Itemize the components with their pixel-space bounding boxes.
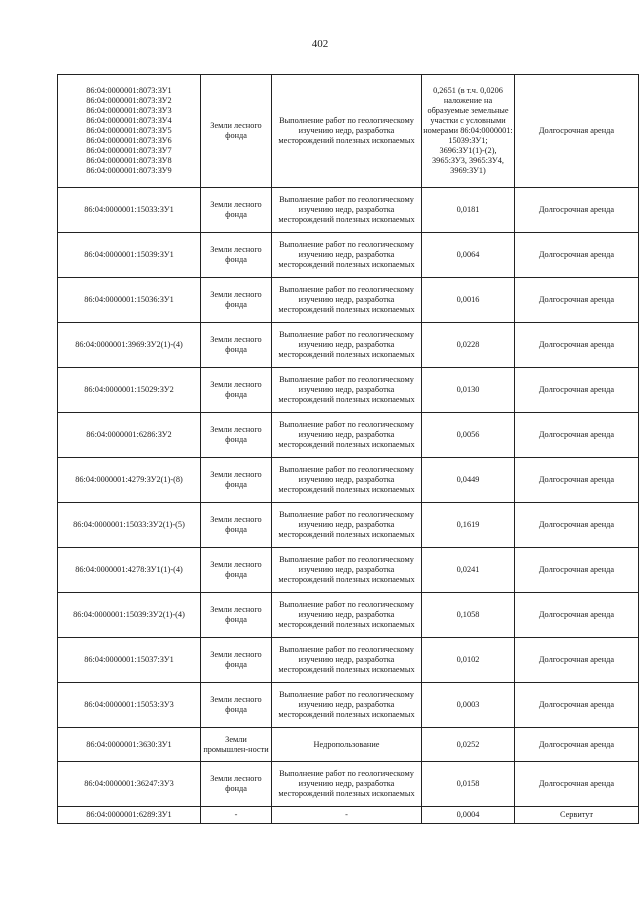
land-category-cell: Земли лесного фонда: [201, 233, 272, 278]
table-row: [58, 728, 639, 762]
right-type-cell: Долгосрочная аренда: [515, 323, 639, 368]
area-cell: 0,0056: [422, 413, 515, 458]
parcel-number-cell: 86:04:0000001:15053:ЗУ3: [58, 683, 201, 728]
right-type-cell: Сервитут: [515, 807, 639, 824]
land-category-cell: -: [201, 807, 272, 824]
parcel-number-cell: 86:04:0000001:15039:ЗУ2(1)-(4): [58, 593, 201, 638]
right-type-cell: Долгосрочная аренда: [515, 503, 639, 548]
area-cell: 0,1058: [422, 593, 515, 638]
land-category-cell: Земли лесного фонда: [201, 503, 272, 548]
page-number: 402: [311, 38, 329, 50]
land-category-cell: Земли лесного фонда: [201, 188, 272, 233]
parcel-number-cell: 86:04:0000001:15039:ЗУ1: [58, 233, 201, 278]
permitted-use-cell: Выполнение работ по геологическому изучению недр, разработка месторождений полезных ископаемых: [272, 548, 422, 593]
table-row: [58, 548, 639, 593]
right-type-cell: Долгосрочная аренда: [515, 762, 639, 807]
parcel-number-cell: 86:04:0000001:4279:ЗУ2(1)-(8): [58, 458, 201, 503]
area-cell: 0,0016: [422, 278, 515, 323]
parcel-number-cell: 86:04:0000001:15029:ЗУ2: [58, 368, 201, 413]
area-cell: 0,0241: [422, 548, 515, 593]
land-category-cell: Земли лесного фонда: [201, 323, 272, 368]
table-row: [58, 413, 639, 458]
land-category-cell: Земли промышлен-ности: [201, 728, 272, 762]
land-category-cell: Земли лесного фонда: [201, 593, 272, 638]
permitted-use-cell: Выполнение работ по геологическому изучению недр, разработка месторождений полезных ископаемых: [272, 413, 422, 458]
right-type-cell: Долгосрочная аренда: [515, 278, 639, 323]
area-cell: 0,0003: [422, 683, 515, 728]
permitted-use-cell: Выполнение работ по геологическому изучению недр, разработка месторождений полезных ископаемых: [272, 638, 422, 683]
table-row: [58, 75, 639, 188]
permitted-use-cell: Выполнение работ по геологическому изучению недр, разработка месторождений полезных ископаемых: [272, 188, 422, 233]
table-row: [58, 278, 639, 323]
right-type-cell: Долгосрочная аренда: [515, 593, 639, 638]
land-category-cell: Земли лесного фонда: [201, 368, 272, 413]
area-cell: 0,0004: [422, 807, 515, 824]
table-row: [58, 368, 639, 413]
table-row: [58, 188, 639, 233]
table-row: [58, 323, 639, 368]
permitted-use-cell: Выполнение работ по геологическому изучению недр, разработка месторождений полезных ископаемых: [272, 762, 422, 807]
land-category-cell: Земли лесного фонда: [201, 413, 272, 458]
land-category-cell: Земли лесного фонда: [201, 638, 272, 683]
parcel-number-cell: 86:04:0000001:6286:ЗУ2: [58, 413, 201, 458]
parcel-number-cell: 86:04:0000001:15036:ЗУ1: [58, 278, 201, 323]
permitted-use-cell: Выполнение работ по геологическому изучению недр, разработка месторождений полезных ископаемых: [272, 75, 422, 188]
area-cell: 0,0252: [422, 728, 515, 762]
table-row: [58, 458, 639, 503]
parcel-number-cell: 86:04:0000001:3630:ЗУ1: [58, 728, 201, 762]
right-type-cell: Долгосрочная аренда: [515, 368, 639, 413]
area-cell: 0,2651 (в т.ч. 0,0206 наложение на образуемые земельные участки с условными номерами 86:04:0000001: 15039:ЗУ1; 3696:ЗУ1(1)-(2), 3965:ЗУ3, 3965:ЗУ4, 3969:ЗУ1): [422, 75, 515, 188]
right-type-cell: Долгосрочная аренда: [515, 188, 639, 233]
table-row: [58, 683, 639, 728]
table-row: [58, 593, 639, 638]
land-category-cell: Земли лесного фонда: [201, 762, 272, 807]
permitted-use-cell: -: [272, 807, 422, 824]
area-cell: 0,0130: [422, 368, 515, 413]
permitted-use-cell: Выполнение работ по геологическому изучению недр, разработка месторождений полезных ископаемых: [272, 323, 422, 368]
right-type-cell: Долгосрочная аренда: [515, 683, 639, 728]
permitted-use-cell: Недропользование: [272, 728, 422, 762]
parcel-number-cell: 86:04:0000001:4278:ЗУ1(1)-(4): [58, 548, 201, 593]
area-cell: 0,1619: [422, 503, 515, 548]
permitted-use-cell: Выполнение работ по геологическому изучению недр, разработка месторождений полезных ископаемых: [272, 503, 422, 548]
area-cell: 0,0158: [422, 762, 515, 807]
parcel-number-cell: 86:04:0000001:6289:ЗУ1: [58, 807, 201, 824]
parcel-number-cell: 86:04:0000001:15033:ЗУ1: [58, 188, 201, 233]
area-cell: 0,0064: [422, 233, 515, 278]
land-parcel-table: [57, 74, 639, 824]
right-type-cell: Долгосрочная аренда: [515, 638, 639, 683]
parcel-number-cell: 86:04:0000001:8073:ЗУ1 86:04:0000001:8073:ЗУ2 86:04:0000001:8073:ЗУ3 86:04:0000001:8073:ЗУ4 86:04:0000001:8073:ЗУ5 86:04:0000001:8073:ЗУ6 86:04:0000001:8073:ЗУ7 86:04:0000001:8073:ЗУ8 86:04:0000001:8073:ЗУ9: [58, 75, 201, 188]
permitted-use-cell: Выполнение работ по геологическому изучению недр, разработка месторождений полезных ископаемых: [272, 458, 422, 503]
area-cell: 0,0228: [422, 323, 515, 368]
permitted-use-cell: Выполнение работ по геологическому изучению недр, разработка месторождений полезных ископаемых: [272, 233, 422, 278]
land-category-cell: Земли лесного фонда: [201, 548, 272, 593]
right-type-cell: Долгосрочная аренда: [515, 413, 639, 458]
parcel-number-cell: 86:04:0000001:3969:ЗУ2(1)-(4): [58, 323, 201, 368]
table-row: [58, 762, 639, 807]
right-type-cell: Долгосрочная аренда: [515, 458, 639, 503]
table-row: [58, 503, 639, 548]
permitted-use-cell: Выполнение работ по геологическому изучению недр, разработка месторождений полезных ископаемых: [272, 368, 422, 413]
land-category-cell: Земли лесного фонда: [201, 75, 272, 188]
permitted-use-cell: Выполнение работ по геологическому изучению недр, разработка месторождений полезных ископаемых: [272, 278, 422, 323]
area-cell: 0,0102: [422, 638, 515, 683]
parcel-number-cell: 86:04:0000001:36247:ЗУ3: [58, 762, 201, 807]
parcel-number-cell: 86:04:0000001:15037:ЗУ1: [58, 638, 201, 683]
area-cell: 0,0449: [422, 458, 515, 503]
table-row: [58, 807, 639, 824]
parcel-number-cell: 86:04:0000001:15033:ЗУ2(1)-(5): [58, 503, 201, 548]
permitted-use-cell: Выполнение работ по геологическому изучению недр, разработка месторождений полезных ископаемых: [272, 593, 422, 638]
right-type-cell: Долгосрочная аренда: [515, 75, 639, 188]
permitted-use-cell: Выполнение работ по геологическому изучению недр, разработка месторождений полезных ископаемых: [272, 683, 422, 728]
land-category-cell: Земли лесного фонда: [201, 683, 272, 728]
right-type-cell: Долгосрочная аренда: [515, 233, 639, 278]
area-cell: 0,0181: [422, 188, 515, 233]
land-category-cell: Земли лесного фонда: [201, 278, 272, 323]
table-row: [58, 233, 639, 278]
right-type-cell: Долгосрочная аренда: [515, 728, 639, 762]
table-row: [58, 638, 639, 683]
right-type-cell: Долгосрочная аренда: [515, 548, 639, 593]
land-category-cell: Земли лесного фонда: [201, 458, 272, 503]
